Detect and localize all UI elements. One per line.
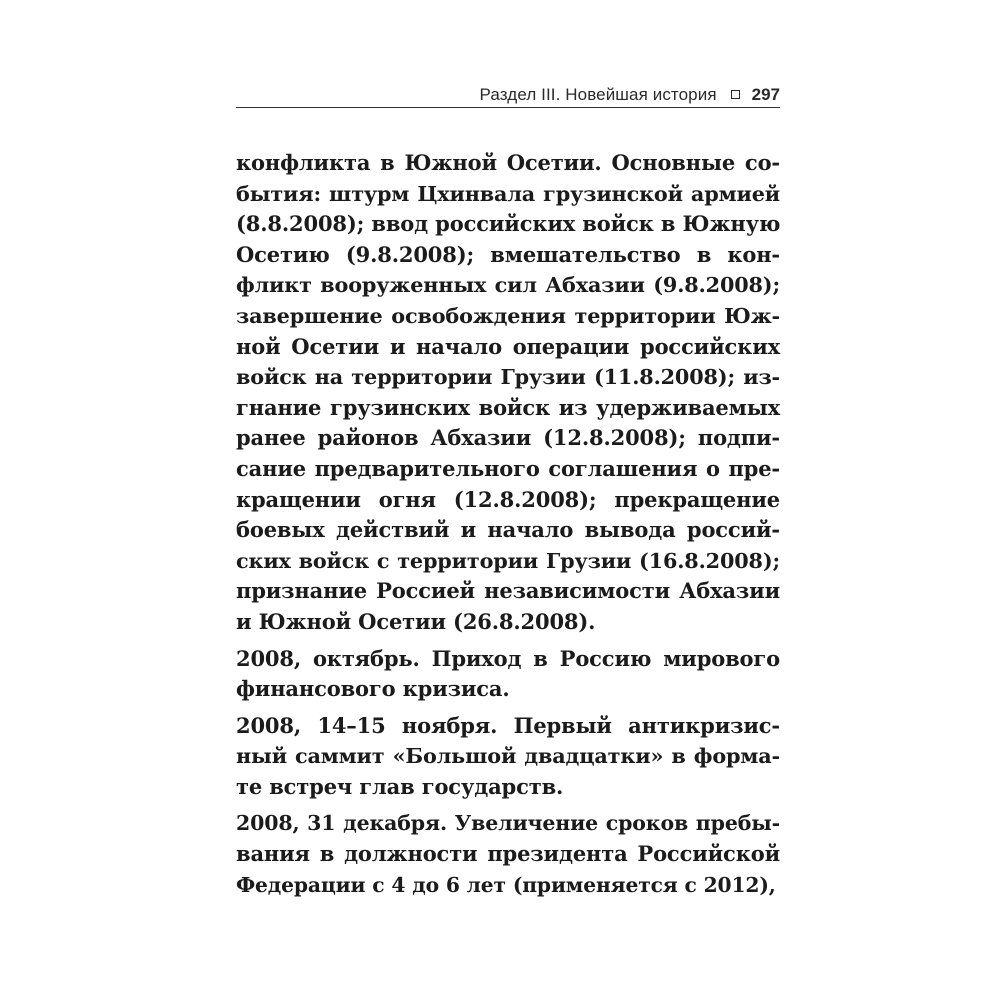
page-number: 297	[751, 84, 780, 104]
text-line: ранее районов Абхазии (12.8.2008); подпи-	[236, 425, 780, 451]
text-line: финансового кризиса.	[236, 676, 510, 702]
paragraph-conflict-events	[236, 148, 780, 638]
text-line: (8.8.2008); ввод российских войск в Южную	[236, 211, 781, 237]
text-line: сание предварительного соглашения о пре-	[236, 455, 780, 481]
entry-date: 2008, 14–15 ноября.	[236, 712, 498, 738]
text-line: Федерации с 4 до 6 лет (применяется с 2012),	[236, 872, 776, 897]
entry-first-line	[236, 711, 780, 742]
text-line: бытия: штурм Цхинвала грузинской армией	[236, 181, 780, 206]
entry-text: Увеличение сроков пребы-	[446, 811, 780, 836]
text-line: фликт вооруженных сил Абхазии (9.8.2008);	[236, 273, 780, 298]
text-line: войск на территории Грузии (11.8.2008); из-	[236, 365, 780, 390]
square-bullet-icon	[731, 90, 740, 99]
paragraph-october-2008	[236, 644, 780, 705]
entry-first-line	[236, 808, 780, 839]
text-line: конфликта в Южной Осетии. Основные со-	[236, 150, 780, 175]
section-title: Раздел III. Новейшая история	[479, 84, 717, 104]
entry-date: 2008, октябрь.	[236, 645, 420, 671]
text-line: гнание грузинских войск из удерживаемых	[236, 394, 780, 420]
text-line: боевых действий и начало вывода россий-	[236, 517, 780, 543]
text-line: завершение освобождения территории Юж-	[236, 303, 780, 328]
text-line: и Южной Осетии (26.8.2008).	[236, 608, 596, 634]
text-line: ских войск с территории Грузии (16.8.2008);	[236, 548, 780, 573]
entry-date: 2008, 31 декабря.	[236, 811, 447, 836]
text-line: признание Россией независимости Абхазии	[236, 578, 780, 604]
text-line: кращении огня (12.8.2008); прекращение	[236, 486, 780, 512]
text-line: Осетию (9.8.2008); вмешательство в кон-	[236, 241, 780, 267]
paragraph-november-2008	[236, 711, 780, 803]
text-line: ный саммит «Большой двадцатки» в форма-	[236, 744, 780, 769]
entry-first-line	[236, 644, 780, 675]
entry-text: Приход в Россию мирового	[419, 645, 780, 671]
text-line: вания в должности президента Российской	[236, 841, 780, 867]
main-text	[236, 148, 780, 906]
text-line: ной Осетии и начало операции российских	[236, 333, 780, 359]
entry-text: Первый антикризис-	[497, 712, 781, 738]
running-header	[236, 84, 780, 108]
paragraph-december-2008	[236, 808, 780, 900]
text-line: те встреч глав государств.	[236, 773, 564, 799]
